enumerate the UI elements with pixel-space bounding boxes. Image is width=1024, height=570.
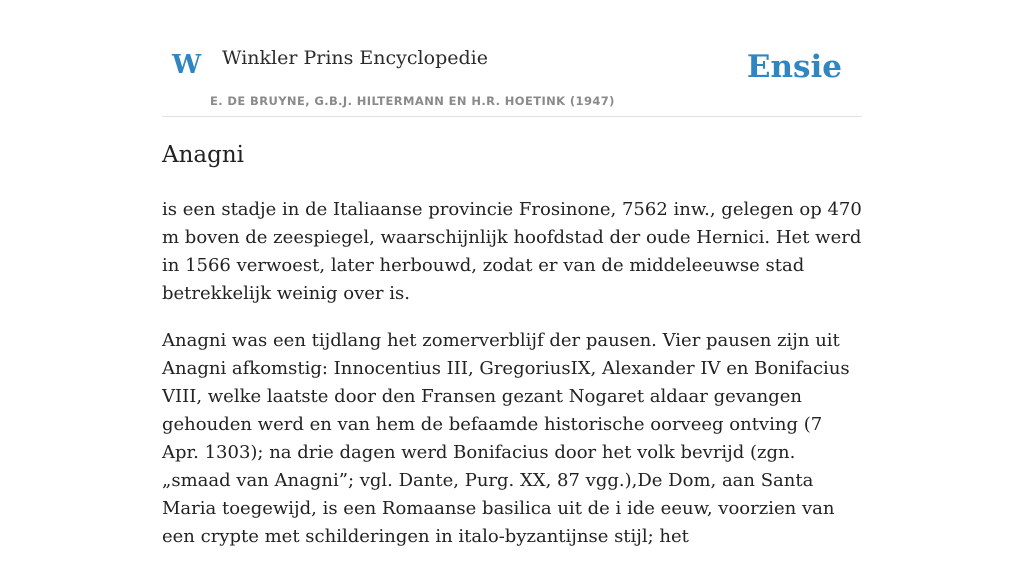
- article-paragraph: is een stadje in de Italiaanse provincie Frosinone, 7562 inw., gelegen op 470 m boven de zeespiegel, waarschijnlijk hoofdstad der oude Hernici. Het werd in 1566 verwoest, later herbouwd, zodat er van de middeleeuwse stad betrekkelijk weinig over is.: [162, 199, 862, 304]
- site-header: [162, 0, 862, 117]
- article-paragraph: Anagni was een tijdlang het zomerverblijf der pausen. Vier pausen zijn uit Anagni afkomstig: Innocentius III, GregoriusIX, Alexander IV en Bonifacius VIII, welke laatste door den Fransen gezant Nogaret aldaar gevangen gehouden werd en van hem de befaamde historische oorveeg ontving (7 Apr. 1303); na drie dagen werd Bonifacius door het volk bevrijd (zgn. „smaad van Anagni”; vgl. Dante, Purg. XX, 87 vgg.),De Dom, aan Santa Maria toegewijd, is een Romaanse basilica uit de i ide eeuw, voorzien van een crypte met schilderingen in italo-byzantijnse stijl; het: [162, 330, 850, 547]
- source-title[interactable]: Winkler Prins Encyclopedie: [222, 47, 488, 69]
- article: [162, 140, 862, 570]
- winkler-prins-logo-icon[interactable]: W: [172, 50, 202, 80]
- source-authors: E. DE BRUYNE, G.B.J. HILTERMANN EN H.R. HOETINK (1947): [210, 94, 615, 108]
- ensie-brand-logo[interactable]: Ensie: [746, 49, 842, 85]
- article-title: Anagni: [162, 142, 245, 168]
